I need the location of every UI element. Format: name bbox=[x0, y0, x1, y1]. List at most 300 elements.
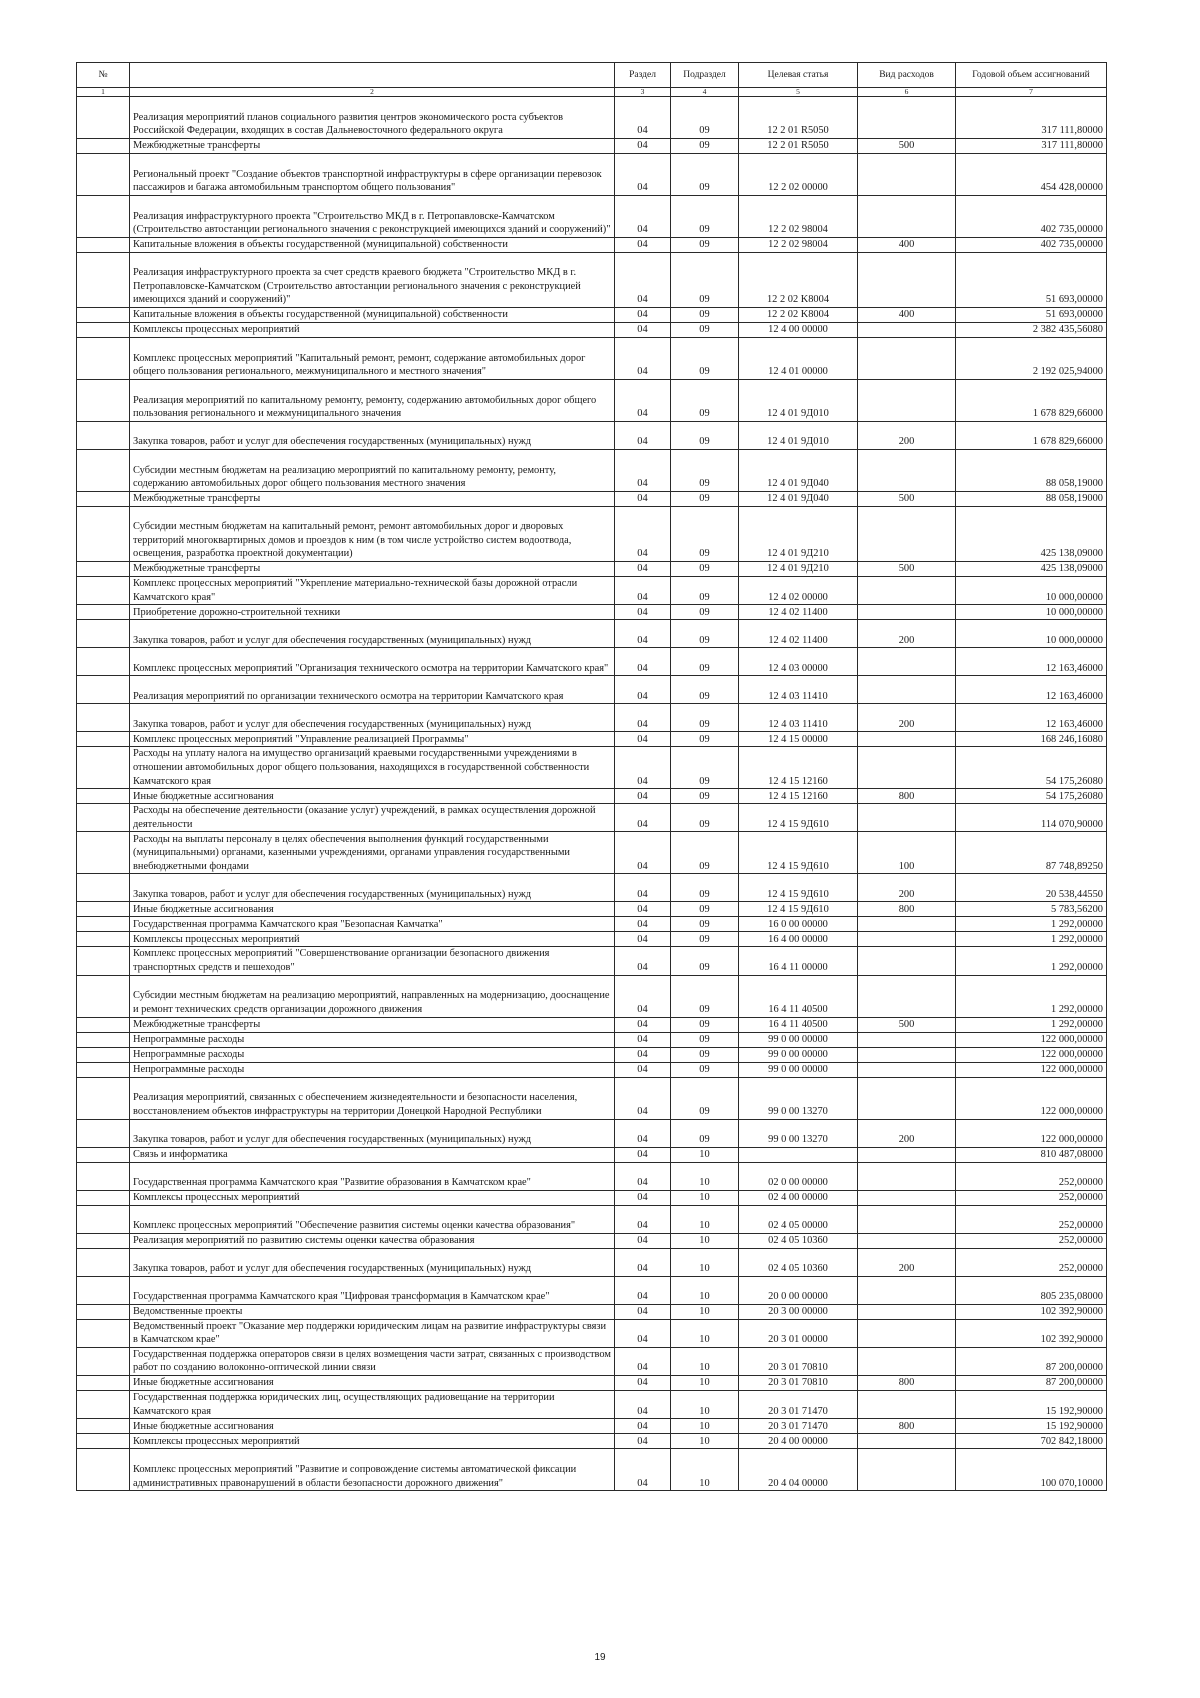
row-podrazdel-cell: 09 bbox=[671, 154, 739, 196]
column-number: 6 bbox=[858, 88, 956, 97]
table-row bbox=[77, 154, 1107, 196]
row-podrazdel-cell: 09 bbox=[671, 238, 739, 253]
row-expense-type-cell bbox=[858, 577, 956, 605]
row-podrazdel-cell: 09 bbox=[671, 620, 739, 648]
row-number-cell bbox=[77, 648, 130, 676]
header-target-article: Целевая статья bbox=[739, 63, 858, 88]
row-podrazdel-cell: 09 bbox=[671, 492, 739, 507]
row-number-cell bbox=[77, 450, 130, 492]
row-number-cell bbox=[77, 832, 130, 874]
row-expense-type-cell: 500 bbox=[858, 492, 956, 507]
row-amount-cell: 10 000,00000 bbox=[956, 577, 1107, 605]
row-razdel-cell: 04 bbox=[615, 1347, 671, 1375]
row-razdel-cell: 04 bbox=[615, 1419, 671, 1434]
table-row bbox=[77, 562, 1107, 577]
row-target-article-cell bbox=[739, 1147, 858, 1162]
row-amount-cell: 425 138,09000 bbox=[956, 562, 1107, 577]
row-number-cell bbox=[77, 1047, 130, 1062]
table-row bbox=[77, 1304, 1107, 1319]
row-podrazdel-cell: 09 bbox=[671, 1032, 739, 1047]
row-name-cell: Закупка товаров, работ и услуг для обеспечения государственных (муниципальных) нужд bbox=[130, 874, 615, 902]
row-number-cell bbox=[77, 196, 130, 238]
table-row bbox=[77, 422, 1107, 450]
row-number-cell bbox=[77, 902, 130, 917]
row-expense-type-cell bbox=[858, 648, 956, 676]
row-podrazdel-cell: 09 bbox=[671, 975, 739, 1017]
row-razdel-cell: 04 bbox=[615, 1062, 671, 1077]
table-row bbox=[77, 1449, 1107, 1491]
row-podrazdel-cell: 10 bbox=[671, 1276, 739, 1304]
table-row bbox=[77, 704, 1107, 732]
table-row bbox=[77, 605, 1107, 620]
row-target-article-cell: 20 3 00 00000 bbox=[739, 1304, 858, 1319]
table-row bbox=[77, 1319, 1107, 1347]
row-razdel-cell: 04 bbox=[615, 732, 671, 747]
row-podrazdel-cell: 09 bbox=[671, 308, 739, 323]
row-razdel-cell: 04 bbox=[615, 1162, 671, 1190]
table-row bbox=[77, 874, 1107, 902]
row-expense-type-cell bbox=[858, 932, 956, 947]
row-number-cell bbox=[77, 1017, 130, 1032]
row-target-article-cell: 20 0 00 00000 bbox=[739, 1276, 858, 1304]
row-name-cell: Комплексы процессных мероприятий bbox=[130, 932, 615, 947]
row-expense-type-cell bbox=[858, 804, 956, 832]
row-number-cell bbox=[77, 323, 130, 338]
row-number-cell bbox=[77, 1077, 130, 1119]
header-name bbox=[130, 63, 615, 88]
row-target-article-cell: 12 4 15 9Д610 bbox=[739, 902, 858, 917]
row-amount-cell: 1 292,00000 bbox=[956, 932, 1107, 947]
row-razdel-cell: 04 bbox=[615, 1276, 671, 1304]
row-expense-type-cell bbox=[858, 1390, 956, 1418]
row-target-article-cell: 12 4 01 9Д010 bbox=[739, 422, 858, 450]
row-amount-cell: 114 070,90000 bbox=[956, 804, 1107, 832]
row-expense-type-cell bbox=[858, 676, 956, 704]
row-expense-type-cell: 500 bbox=[858, 1017, 956, 1032]
row-podrazdel-cell: 09 bbox=[671, 648, 739, 676]
row-razdel-cell: 04 bbox=[615, 975, 671, 1017]
row-amount-cell: 122 000,00000 bbox=[956, 1119, 1107, 1147]
row-expense-type-cell bbox=[858, 1276, 956, 1304]
row-target-article-cell: 12 2 02 98004 bbox=[739, 238, 858, 253]
row-amount-cell: 54 175,26080 bbox=[956, 789, 1107, 804]
row-name-cell: Комплексы процессных мероприятий bbox=[130, 1434, 615, 1449]
row-amount-cell: 454 428,00000 bbox=[956, 154, 1107, 196]
table-row bbox=[77, 1017, 1107, 1032]
row-podrazdel-cell: 09 bbox=[671, 874, 739, 902]
row-expense-type-cell bbox=[858, 1190, 956, 1205]
table-row bbox=[77, 1434, 1107, 1449]
row-name-cell: Расходы на обеспечение деятельности (оказание услуг) учреждений, в рамках осуществления дорожной деятельности bbox=[130, 804, 615, 832]
row-number-cell bbox=[77, 1248, 130, 1276]
row-target-article-cell: 16 4 11 40500 bbox=[739, 1017, 858, 1032]
row-amount-cell: 425 138,09000 bbox=[956, 507, 1107, 562]
row-expense-type-cell: 500 bbox=[858, 139, 956, 154]
row-name-cell: Государственная поддержка юридических лиц, осуществляющих радиовещание на территории Камчатского края bbox=[130, 1390, 615, 1418]
row-razdel-cell: 04 bbox=[615, 380, 671, 422]
row-name-cell: Иные бюджетные ассигнования bbox=[130, 1375, 615, 1390]
row-razdel-cell: 04 bbox=[615, 932, 671, 947]
row-amount-cell: 122 000,00000 bbox=[956, 1077, 1107, 1119]
row-razdel-cell: 04 bbox=[615, 1047, 671, 1062]
row-name-cell: Непрограммные расходы bbox=[130, 1062, 615, 1077]
row-expense-type-cell: 200 bbox=[858, 704, 956, 732]
row-number-cell bbox=[77, 97, 130, 139]
row-target-article-cell: 12 4 15 12160 bbox=[739, 747, 858, 789]
row-expense-type-cell: 400 bbox=[858, 238, 956, 253]
row-name-cell: Иные бюджетные ассигнования bbox=[130, 902, 615, 917]
row-razdel-cell: 04 bbox=[615, 1147, 671, 1162]
row-amount-cell: 88 058,19000 bbox=[956, 450, 1107, 492]
row-razdel-cell: 04 bbox=[615, 1319, 671, 1347]
table-row bbox=[77, 804, 1107, 832]
row-name-cell: Комплекс процессных мероприятий "Организация технического осмотра на территории Камчатского края" bbox=[130, 648, 615, 676]
row-name-cell: Государственная программа Камчатского края "Развитие образования в Камчатском крае" bbox=[130, 1162, 615, 1190]
row-target-article-cell: 12 2 02 00000 bbox=[739, 154, 858, 196]
row-razdel-cell: 04 bbox=[615, 676, 671, 704]
row-podrazdel-cell: 10 bbox=[671, 1190, 739, 1205]
table-row bbox=[77, 1062, 1107, 1077]
row-razdel-cell: 04 bbox=[615, 422, 671, 450]
row-expense-type-cell: 800 bbox=[858, 789, 956, 804]
row-podrazdel-cell: 09 bbox=[671, 947, 739, 975]
row-number-cell bbox=[77, 1375, 130, 1390]
row-expense-type-cell bbox=[858, 1449, 956, 1491]
row-number-cell bbox=[77, 380, 130, 422]
row-razdel-cell: 04 bbox=[615, 562, 671, 577]
row-target-article-cell: 16 4 11 00000 bbox=[739, 947, 858, 975]
row-number-cell bbox=[77, 139, 130, 154]
row-name-cell: Приобретение дорожно-строительной техники bbox=[130, 605, 615, 620]
row-amount-cell: 810 487,08000 bbox=[956, 1147, 1107, 1162]
row-target-article-cell: 12 4 01 9Д210 bbox=[739, 562, 858, 577]
row-number-cell bbox=[77, 1062, 130, 1077]
row-number-cell bbox=[77, 1347, 130, 1375]
row-name-cell: Комплексы процессных мероприятий bbox=[130, 323, 615, 338]
row-target-article-cell: 12 4 03 11410 bbox=[739, 704, 858, 732]
table-row bbox=[77, 380, 1107, 422]
table-row bbox=[77, 789, 1107, 804]
budget-table-sheet bbox=[76, 62, 1106, 1491]
table-body bbox=[77, 97, 1107, 1491]
row-podrazdel-cell: 09 bbox=[671, 562, 739, 577]
row-number-cell bbox=[77, 338, 130, 380]
row-razdel-cell: 04 bbox=[615, 492, 671, 507]
table-row bbox=[77, 308, 1107, 323]
row-razdel-cell: 04 bbox=[615, 450, 671, 492]
row-razdel-cell: 04 bbox=[615, 1304, 671, 1319]
row-amount-cell: 10 000,00000 bbox=[956, 605, 1107, 620]
row-razdel-cell: 04 bbox=[615, 308, 671, 323]
column-number: 3 bbox=[615, 88, 671, 97]
row-name-cell: Закупка товаров, работ и услуг для обеспечения государственных (муниципальных) нужд bbox=[130, 620, 615, 648]
row-name-cell: Субсидии местным бюджетам на реализацию мероприятий по капитальному ремонту, ремонту, содержанию автомобильных дорог общего пользования местного значения bbox=[130, 450, 615, 492]
row-amount-cell: 1 292,00000 bbox=[956, 975, 1107, 1017]
row-target-article-cell: 12 4 02 11400 bbox=[739, 605, 858, 620]
row-amount-cell: 15 192,90000 bbox=[956, 1390, 1107, 1418]
row-amount-cell: 402 735,00000 bbox=[956, 196, 1107, 238]
row-number-cell bbox=[77, 947, 130, 975]
row-name-cell: Закупка товаров, работ и услуг для обеспечения государственных (муниципальных) нужд bbox=[130, 704, 615, 732]
header-podrazdel: Подраздел bbox=[671, 63, 739, 88]
row-podrazdel-cell: 09 bbox=[671, 605, 739, 620]
row-target-article-cell: 99 0 00 13270 bbox=[739, 1119, 858, 1147]
row-podrazdel-cell: 09 bbox=[671, 422, 739, 450]
column-number: 2 bbox=[130, 88, 615, 97]
row-podrazdel-cell: 09 bbox=[671, 97, 739, 139]
row-razdel-cell: 04 bbox=[615, 704, 671, 732]
table-row bbox=[77, 139, 1107, 154]
row-expense-type-cell: 800 bbox=[858, 1375, 956, 1390]
table-row bbox=[77, 917, 1107, 932]
table-row bbox=[77, 1119, 1107, 1147]
row-podrazdel-cell: 09 bbox=[671, 676, 739, 704]
row-amount-cell: 20 538,44550 bbox=[956, 874, 1107, 902]
row-target-article-cell: 12 4 03 11410 bbox=[739, 676, 858, 704]
row-expense-type-cell bbox=[858, 917, 956, 932]
row-target-article-cell: 12 4 03 00000 bbox=[739, 648, 858, 676]
row-razdel-cell: 04 bbox=[615, 1375, 671, 1390]
row-number-cell bbox=[77, 577, 130, 605]
row-razdel-cell: 04 bbox=[615, 902, 671, 917]
table-row bbox=[77, 577, 1107, 605]
row-name-cell: Межбюджетные трансферты bbox=[130, 562, 615, 577]
row-amount-cell: 252,00000 bbox=[956, 1162, 1107, 1190]
row-amount-cell: 12 163,46000 bbox=[956, 704, 1107, 732]
row-expense-type-cell bbox=[858, 947, 956, 975]
row-amount-cell: 252,00000 bbox=[956, 1248, 1107, 1276]
row-target-article-cell: 20 3 01 70810 bbox=[739, 1347, 858, 1375]
row-number-cell bbox=[77, 1319, 130, 1347]
row-name-cell: Государственная программа Камчатского края "Безопасная Камчатка" bbox=[130, 917, 615, 932]
table-row bbox=[77, 196, 1107, 238]
row-name-cell: Комплексы процессных мероприятий bbox=[130, 1190, 615, 1205]
row-amount-cell: 805 235,08000 bbox=[956, 1276, 1107, 1304]
row-target-article-cell: 20 3 01 71470 bbox=[739, 1390, 858, 1418]
row-razdel-cell: 04 bbox=[615, 874, 671, 902]
row-number-cell bbox=[77, 1119, 130, 1147]
row-target-article-cell: 16 4 11 40500 bbox=[739, 975, 858, 1017]
row-name-cell: Капитальные вложения в объекты государственной (муниципальной) собственности bbox=[130, 238, 615, 253]
row-name-cell: Межбюджетные трансферты bbox=[130, 492, 615, 507]
column-number: 4 bbox=[671, 88, 739, 97]
row-podrazdel-cell: 09 bbox=[671, 380, 739, 422]
table-row bbox=[77, 1347, 1107, 1375]
table-row bbox=[77, 507, 1107, 562]
column-number: 5 bbox=[739, 88, 858, 97]
row-amount-cell: 122 000,00000 bbox=[956, 1062, 1107, 1077]
row-number-cell bbox=[77, 562, 130, 577]
row-number-cell bbox=[77, 804, 130, 832]
row-expense-type-cell bbox=[858, 1233, 956, 1248]
row-expense-type-cell bbox=[858, 1162, 956, 1190]
row-name-cell: Капитальные вложения в объекты государственной (муниципальной) собственности bbox=[130, 308, 615, 323]
row-razdel-cell: 04 bbox=[615, 747, 671, 789]
table-row bbox=[77, 947, 1107, 975]
table-row bbox=[77, 1276, 1107, 1304]
row-name-cell: Реализация мероприятий по организации технического осмотра на территории Камчатского края bbox=[130, 676, 615, 704]
row-number-cell bbox=[77, 1419, 130, 1434]
table-row bbox=[77, 832, 1107, 874]
row-expense-type-cell bbox=[858, 323, 956, 338]
row-target-article-cell: 99 0 00 13270 bbox=[739, 1077, 858, 1119]
row-expense-type-cell bbox=[858, 253, 956, 308]
row-number-cell bbox=[77, 507, 130, 562]
row-name-cell: Реализация мероприятий по развитию системы оценки качества образования bbox=[130, 1233, 615, 1248]
row-podrazdel-cell: 10 bbox=[671, 1375, 739, 1390]
row-podrazdel-cell: 09 bbox=[671, 1017, 739, 1032]
row-expense-type-cell: 200 bbox=[858, 1119, 956, 1147]
row-expense-type-cell: 200 bbox=[858, 1248, 956, 1276]
row-target-article-cell: 16 4 00 00000 bbox=[739, 932, 858, 947]
row-amount-cell: 122 000,00000 bbox=[956, 1047, 1107, 1062]
table-row bbox=[77, 648, 1107, 676]
row-expense-type-cell bbox=[858, 1304, 956, 1319]
row-target-article-cell: 20 3 01 70810 bbox=[739, 1375, 858, 1390]
row-target-article-cell: 12 4 15 9Д610 bbox=[739, 874, 858, 902]
row-target-article-cell: 20 4 00 00000 bbox=[739, 1434, 858, 1449]
row-razdel-cell: 04 bbox=[615, 917, 671, 932]
table-row bbox=[77, 732, 1107, 747]
row-podrazdel-cell: 09 bbox=[671, 577, 739, 605]
row-razdel-cell: 04 bbox=[615, 139, 671, 154]
row-name-cell: Комплекс процессных мероприятий "Совершенствование организации безопасного движения транспортных средств и пешеходов" bbox=[130, 947, 615, 975]
row-podrazdel-cell: 09 bbox=[671, 732, 739, 747]
table-row bbox=[77, 1248, 1107, 1276]
row-razdel-cell: 04 bbox=[615, 1190, 671, 1205]
row-podrazdel-cell: 09 bbox=[671, 196, 739, 238]
row-name-cell: Комплекс процессных мероприятий "Управление реализацией Программы" bbox=[130, 732, 615, 747]
row-expense-type-cell: 400 bbox=[858, 308, 956, 323]
row-expense-type-cell: 800 bbox=[858, 902, 956, 917]
row-number-cell bbox=[77, 620, 130, 648]
row-amount-cell: 88 058,19000 bbox=[956, 492, 1107, 507]
row-name-cell: Реализация мероприятий, связанных с обеспечением жизнедеятельности и безопасности населения, восстановлением объектов инфраструктуры на территории Донецкой Народной Республики bbox=[130, 1077, 615, 1119]
table-row bbox=[77, 1390, 1107, 1418]
header-expense-type: Вид расходов bbox=[858, 63, 956, 88]
table-row bbox=[77, 238, 1107, 253]
row-podrazdel-cell: 10 bbox=[671, 1162, 739, 1190]
row-razdel-cell: 04 bbox=[615, 605, 671, 620]
row-podrazdel-cell: 10 bbox=[671, 1233, 739, 1248]
table-row bbox=[77, 975, 1107, 1017]
row-podrazdel-cell: 09 bbox=[671, 253, 739, 308]
row-name-cell: Расходы на выплаты персоналу в целях обеспечения выполнения функций государственными (муниципальными) органами, казенными учреждениями, органами управления государственными внебюджетными фондами bbox=[130, 832, 615, 874]
row-name-cell: Ведомственный проект "Оказание мер поддержки юридическим лицам на развитие инфраструктуры связи в Камчатском крае" bbox=[130, 1319, 615, 1347]
row-podrazdel-cell: 10 bbox=[671, 1205, 739, 1233]
row-razdel-cell: 04 bbox=[615, 1233, 671, 1248]
row-target-article-cell: 20 3 01 71470 bbox=[739, 1419, 858, 1434]
row-name-cell: Субсидии местным бюджетам на реализацию мероприятий, направленных на модернизацию, дооснащение и ремонт технических средств организации дорожного движения bbox=[130, 975, 615, 1017]
table-header-row bbox=[77, 63, 1107, 88]
row-expense-type-cell bbox=[858, 1434, 956, 1449]
row-amount-cell: 15 192,90000 bbox=[956, 1419, 1107, 1434]
row-podrazdel-cell: 09 bbox=[671, 450, 739, 492]
row-razdel-cell: 04 bbox=[615, 789, 671, 804]
row-expense-type-cell bbox=[858, 1077, 956, 1119]
row-amount-cell: 1 678 829,66000 bbox=[956, 422, 1107, 450]
column-number-row bbox=[77, 88, 1107, 97]
row-expense-type-cell bbox=[858, 1032, 956, 1047]
row-target-article-cell: 02 4 00 00000 bbox=[739, 1190, 858, 1205]
row-amount-cell: 12 163,46000 bbox=[956, 676, 1107, 704]
row-expense-type-cell: 800 bbox=[858, 1419, 956, 1434]
row-expense-type-cell bbox=[858, 1319, 956, 1347]
row-amount-cell: 168 246,16080 bbox=[956, 732, 1107, 747]
row-name-cell: Закупка товаров, работ и услуг для обеспечения государственных (муниципальных) нужд bbox=[130, 1119, 615, 1147]
row-razdel-cell: 04 bbox=[615, 338, 671, 380]
row-name-cell: Комплекс процессных мероприятий "Обеспечение развития системы оценки качества образования" bbox=[130, 1205, 615, 1233]
table-row bbox=[77, 1162, 1107, 1190]
row-name-cell: Непрограммные расходы bbox=[130, 1032, 615, 1047]
table-row bbox=[77, 1077, 1107, 1119]
row-amount-cell: 51 693,00000 bbox=[956, 308, 1107, 323]
row-razdel-cell: 04 bbox=[615, 1077, 671, 1119]
table-row bbox=[77, 1375, 1107, 1390]
row-target-article-cell: 12 2 02 K8004 bbox=[739, 308, 858, 323]
row-number-cell bbox=[77, 917, 130, 932]
row-number-cell bbox=[77, 789, 130, 804]
row-razdel-cell: 04 bbox=[615, 832, 671, 874]
row-name-cell: Закупка товаров, работ и услуг для обеспечения государственных (муниципальных) нужд bbox=[130, 422, 615, 450]
row-target-article-cell: 12 4 00 00000 bbox=[739, 323, 858, 338]
row-podrazdel-cell: 10 bbox=[671, 1147, 739, 1162]
row-amount-cell: 1 292,00000 bbox=[956, 1017, 1107, 1032]
row-expense-type-cell bbox=[858, 196, 956, 238]
row-name-cell: Иные бюджетные ассигнования bbox=[130, 1419, 615, 1434]
row-amount-cell: 100 070,10000 bbox=[956, 1449, 1107, 1491]
row-target-article-cell: 12 4 01 9Д040 bbox=[739, 450, 858, 492]
row-podrazdel-cell: 09 bbox=[671, 323, 739, 338]
row-name-cell: Комплекс процессных мероприятий "Развитие и сопровождение системы автоматической фиксации административных правонарушений в области безопасности дорожного движения" bbox=[130, 1449, 615, 1491]
page-number: 19 bbox=[594, 1652, 606, 1663]
row-target-article-cell: 12 2 01 R5050 bbox=[739, 139, 858, 154]
row-expense-type-cell bbox=[858, 605, 956, 620]
row-podrazdel-cell: 10 bbox=[671, 1304, 739, 1319]
row-razdel-cell: 04 bbox=[615, 1017, 671, 1032]
row-amount-cell: 122 000,00000 bbox=[956, 1032, 1107, 1047]
row-podrazdel-cell: 10 bbox=[671, 1434, 739, 1449]
row-name-cell: Реализация мероприятий по капитальному ремонту, ремонту, содержанию автомобильных дорог общего пользования регионального и межмуниципального значения bbox=[130, 380, 615, 422]
row-number-cell bbox=[77, 238, 130, 253]
row-amount-cell: 102 392,90000 bbox=[956, 1304, 1107, 1319]
row-number-cell bbox=[77, 1147, 130, 1162]
row-expense-type-cell bbox=[858, 1047, 956, 1062]
table-row bbox=[77, 1190, 1107, 1205]
row-expense-type-cell bbox=[858, 154, 956, 196]
row-podrazdel-cell: 09 bbox=[671, 1062, 739, 1077]
row-expense-type-cell: 200 bbox=[858, 422, 956, 450]
row-razdel-cell: 04 bbox=[615, 97, 671, 139]
row-podrazdel-cell: 10 bbox=[671, 1248, 739, 1276]
table-row bbox=[77, 620, 1107, 648]
row-expense-type-cell bbox=[858, 97, 956, 139]
row-podrazdel-cell: 10 bbox=[671, 1347, 739, 1375]
row-name-cell: Закупка товаров, работ и услуг для обеспечения государственных (муниципальных) нужд bbox=[130, 1248, 615, 1276]
row-razdel-cell: 04 bbox=[615, 1248, 671, 1276]
row-podrazdel-cell: 09 bbox=[671, 338, 739, 380]
row-amount-cell: 12 163,46000 bbox=[956, 648, 1107, 676]
row-expense-type-cell: 100 bbox=[858, 832, 956, 874]
row-name-cell: Реализация мероприятий планов социального развития центров экономического роста субъектов Российской Федерации, входящих в состав Дальневосточного федерального округа bbox=[130, 97, 615, 139]
table-row bbox=[77, 97, 1107, 139]
row-amount-cell: 102 392,90000 bbox=[956, 1319, 1107, 1347]
row-amount-cell: 1 292,00000 bbox=[956, 947, 1107, 975]
row-podrazdel-cell: 09 bbox=[671, 1077, 739, 1119]
table-row bbox=[77, 1233, 1107, 1248]
row-expense-type-cell: 200 bbox=[858, 620, 956, 648]
row-number-cell bbox=[77, 1233, 130, 1248]
